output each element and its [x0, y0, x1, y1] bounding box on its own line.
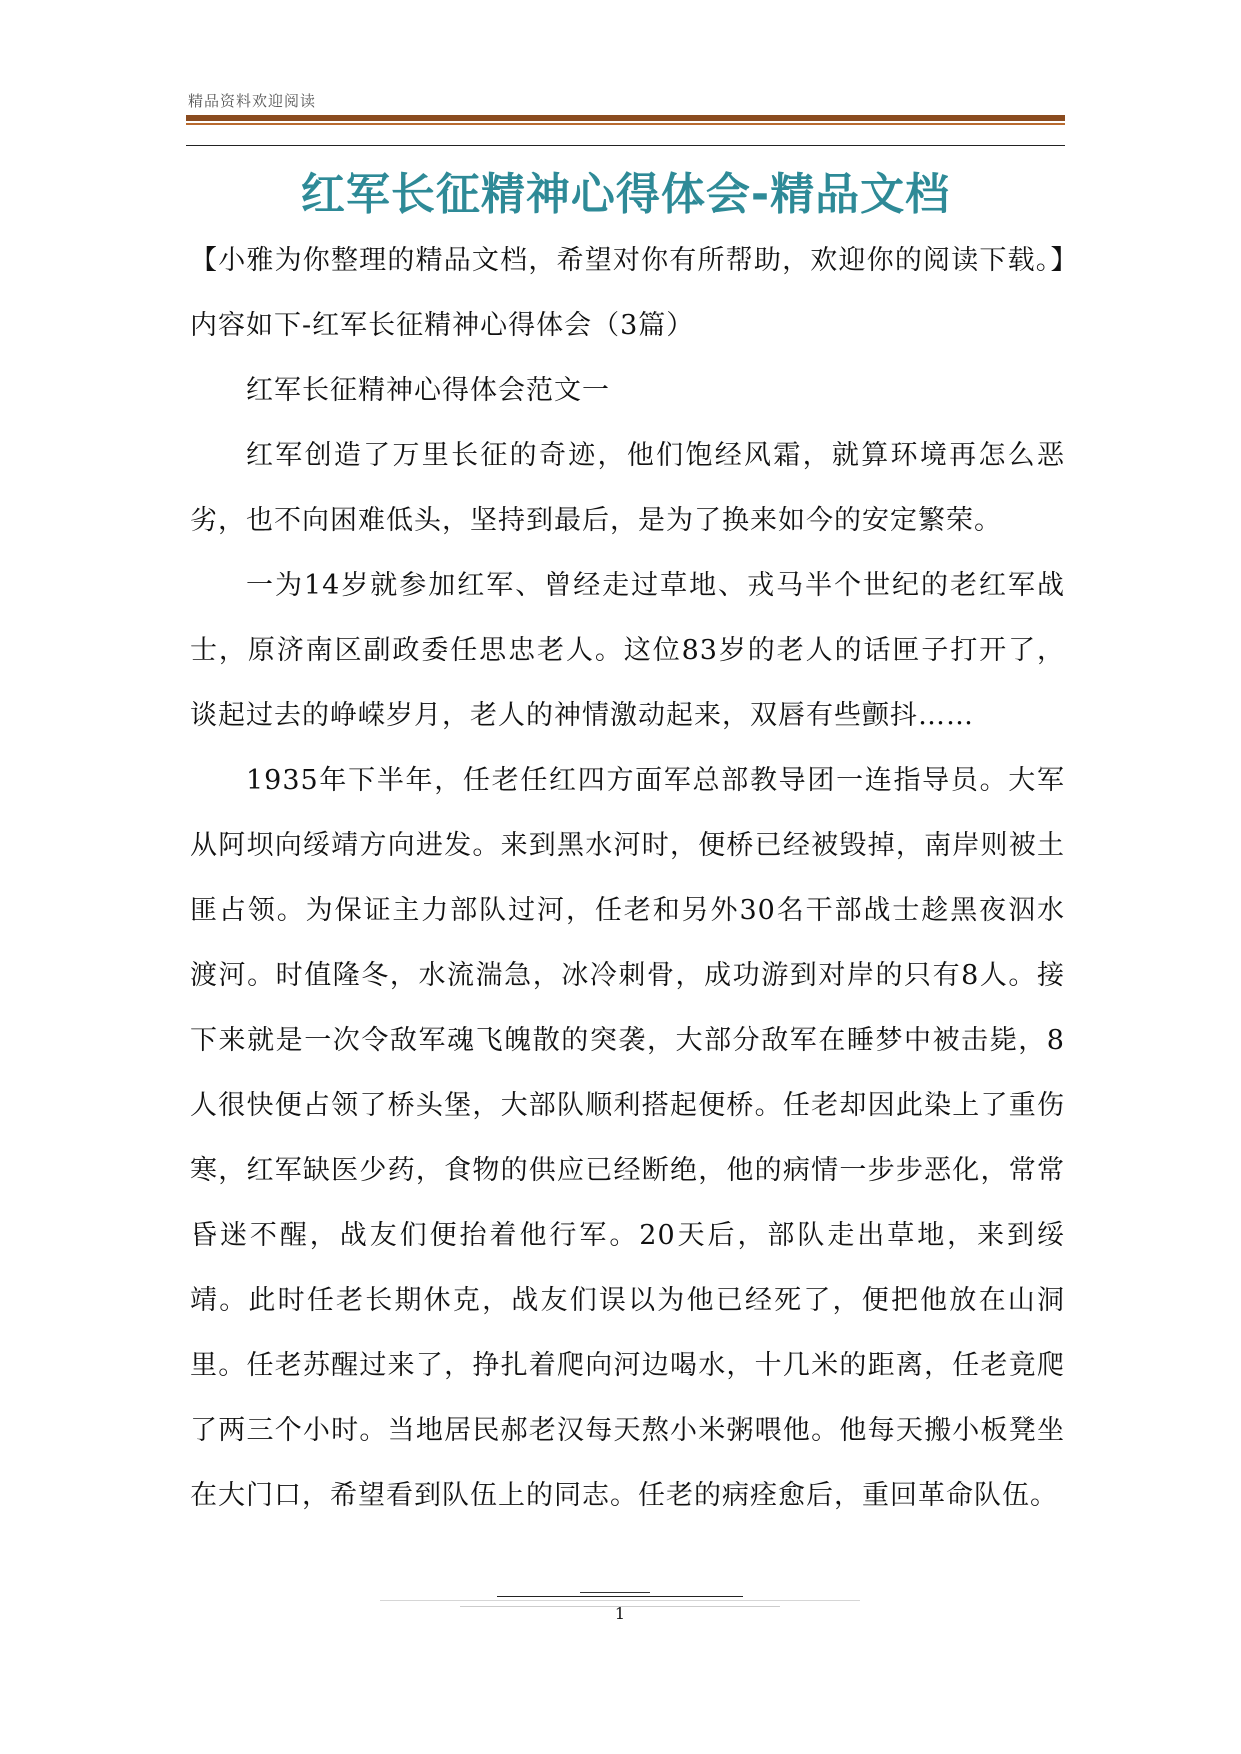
body-paragraph: 一为14岁就参加红军、曾经走过草地、戎马半个世纪的老红军战士，原济南区副政委任思忠老人。这位83岁的老人的话匣子打开了，谈起过去的峥嵘岁月，老人的神情激动起来，双唇有些颤抖……: [190, 570, 1065, 731]
header-rule-black: [186, 145, 1065, 146]
footer-rule: [580, 1592, 650, 1593]
section-heading: 红军长征精神心得体会范文一: [246, 375, 610, 406]
footer-rule: [497, 1596, 743, 1597]
body-paragraph: 红军创造了万里长征的奇迹，他们饱经风霜，就算环境再怎么恶劣，也不向困难低头，坚持到最后，是为了换来如今的安定繁荣。: [190, 440, 1065, 536]
page-number: 1: [614, 1604, 626, 1623]
header-rule-thin: [186, 123, 1065, 125]
header-text: 精品资料欢迎阅读: [188, 92, 317, 110]
document-title: 红军长征精神心得体会-精品文档: [300, 169, 951, 220]
document-body: [190, 228, 1065, 1528]
intro-paragraph: 【小雅为你整理的精品文档，希望对你有所帮助，欢迎你的阅读下载。】内容如下-红军长征精神心得体会（3篇）: [190, 245, 1065, 341]
body-paragraph: 1935年下半年，任老任红四方面军总部教导团一连指导员。大军从阿坝向绥靖方向进发。来到黑水河时，便桥已经被毁掉，南岸则被土匪占领。为保证主力部队过河，任老和另外30名干部战士趁黑夜泅水渡河。时值隆冬，水流湍急，冰冷刺骨，成功游到对岸的只有8人。接下来就是一次令敌军魂飞魄散的突袭，大部分敌军在睡梦中被击毙，8人很快便占领了桥头堡，大部队顺利搭起便桥。任老却因此染上了重伤寒，红军缺医少药，食物的供应已经断绝，他的病情一步步恶化，常常昏迷不醒，战友们便抬着他行军。20天后，部队走出草地，来到绥靖。此时任老长期休克，战友们误以为他已经死了，便把他放在山洞里。任老苏醒过来了，挣扎着爬向河边喝水，十几米的距离，任老竟爬了两三个小时。当地居民郝老汉每天熬小米粥喂他。他每天搬小板凳坐在大门口，希望看到队伍上的同志。任老的病痊愈后，重回革命队伍。: [190, 765, 1065, 1511]
header-rule-thick: [186, 115, 1065, 121]
footer-rule: [380, 1600, 860, 1601]
